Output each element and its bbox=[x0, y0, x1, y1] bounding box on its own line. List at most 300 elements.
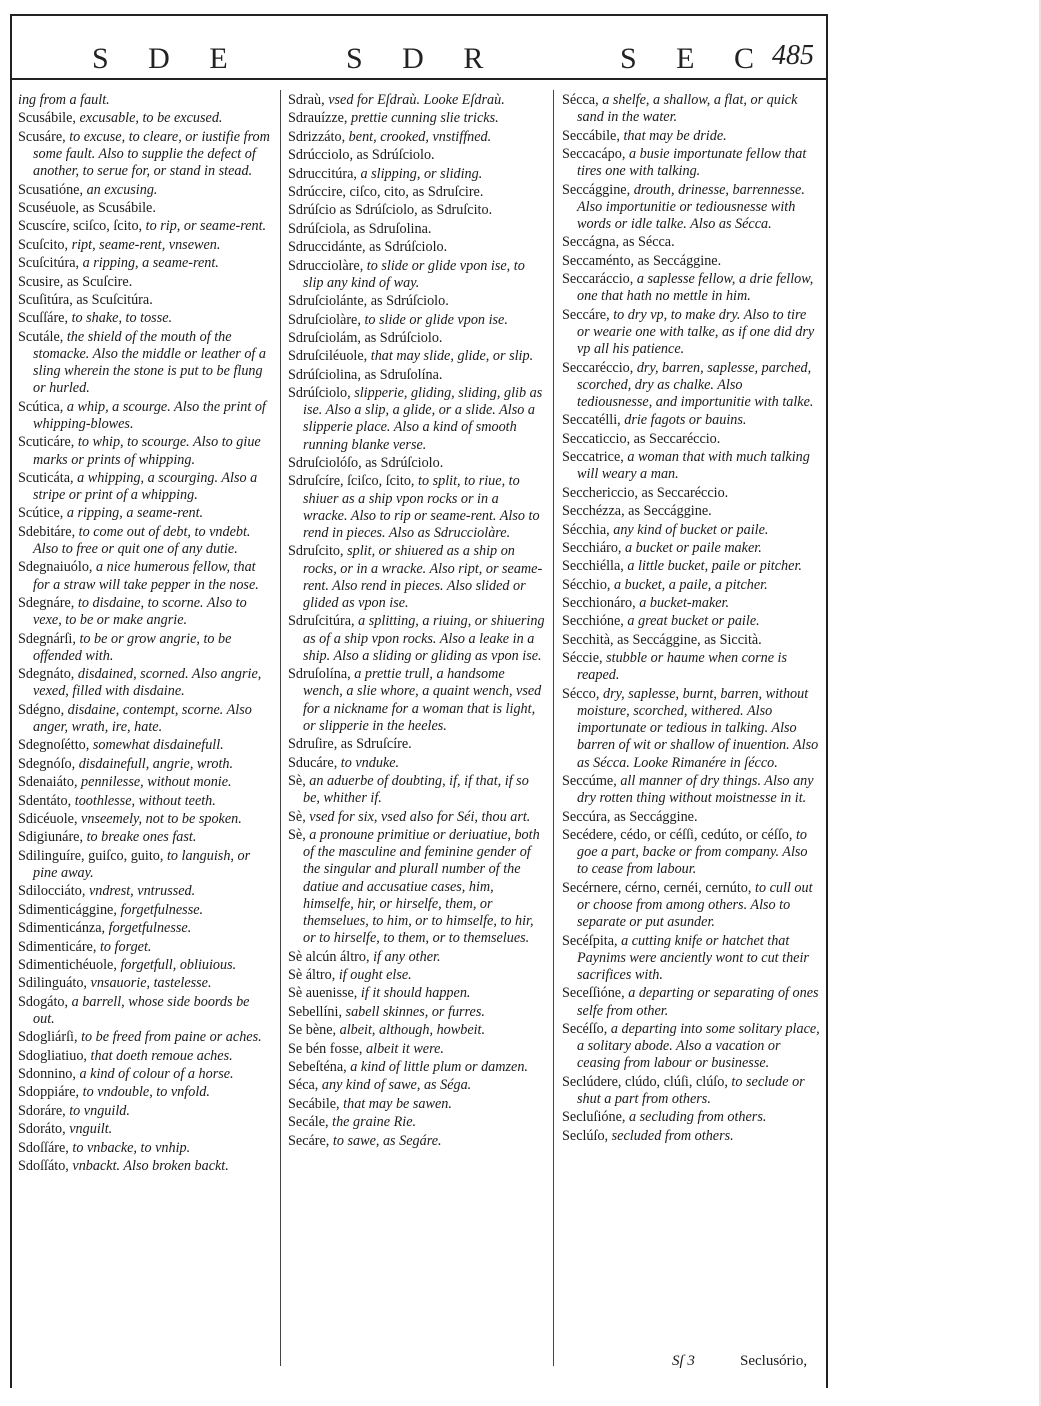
column-rule-2 bbox=[553, 90, 554, 1366]
dictionary-entry bbox=[18, 310, 273, 327]
dictionary-entry bbox=[288, 147, 546, 164]
entry-definition: to sawe, as Segáre. bbox=[329, 1132, 442, 1149]
entry-headword: Sdenaiáto, bbox=[18, 774, 78, 791]
entry-headword: Seccacápo, bbox=[562, 145, 626, 162]
entry-definition: excusable, to be excused. bbox=[75, 110, 223, 127]
entry-headword: Sdicéuole, bbox=[18, 811, 78, 827]
entry-definition: a whip, a scourge. Also the print of whipping-blowes. bbox=[33, 398, 266, 432]
dictionary-entry bbox=[562, 431, 820, 448]
entry-definition: to vnguild. bbox=[65, 1102, 130, 1119]
entry-headword: Sdruſolína, bbox=[288, 666, 351, 683]
dictionary-column-2 bbox=[288, 92, 546, 1151]
entry-headword: Secéſſo, bbox=[562, 1021, 608, 1037]
entry-definition: the graine Rie. bbox=[328, 1114, 417, 1131]
entry-headword: Se bén fosse, bbox=[288, 1040, 363, 1057]
dictionary-entry bbox=[562, 985, 820, 1019]
entry-headword: Sdimentichéuole, bbox=[18, 956, 117, 973]
dictionary-entry bbox=[288, 473, 546, 542]
entry-headword: Sdrúccire, ciſco, cito, as Sdruſcire. bbox=[288, 183, 484, 200]
entry-definition: a bucket, a paile, a pitcher. bbox=[610, 576, 768, 593]
dictionary-entry bbox=[562, 558, 820, 575]
dictionary-entry bbox=[562, 307, 820, 359]
running-head-left: S D E bbox=[92, 42, 244, 75]
dictionary-entry bbox=[288, 666, 546, 735]
dictionary-entry bbox=[562, 933, 820, 985]
entry-headword: Secchiáro, bbox=[562, 539, 622, 556]
dictionary-entry bbox=[18, 1066, 273, 1083]
dictionary-entry bbox=[288, 773, 546, 807]
entry-definition: albeit, although, howbeit. bbox=[336, 1022, 486, 1039]
entry-definition: to breake ones fast. bbox=[83, 829, 197, 846]
entry-definition: a whipping, a scourging. Also a stripe or print of a whipping. bbox=[33, 469, 258, 504]
dictionary-column-3 bbox=[562, 92, 820, 1146]
dictionary-entry bbox=[288, 312, 546, 329]
dictionary-entry bbox=[562, 880, 820, 932]
entry-headword: Sdebitáre, bbox=[18, 523, 76, 540]
dictionary-entry bbox=[18, 666, 273, 700]
entry-headword: Seccatrice, bbox=[562, 449, 624, 466]
entry-definition: to vndouble, to vnfold. bbox=[79, 1084, 210, 1101]
entry-headword: Sdoráre, bbox=[18, 1102, 66, 1119]
entry-definition: that may be sawen. bbox=[339, 1095, 452, 1112]
entry-headword: Sdruccidánte, as Sdrúſciolo. bbox=[288, 239, 448, 256]
entry-headword: Seccáre, bbox=[562, 306, 610, 323]
entry-definition: an aduerbe of doubting, if, if that, if so be, whither if. bbox=[303, 773, 529, 807]
entry-definition: to slide or glide vpon ise. bbox=[360, 311, 508, 328]
entry-definition: drie fagots or bauins. bbox=[620, 412, 747, 429]
entry-headword: Seccaréccio, bbox=[562, 359, 634, 376]
entry-definition: vsed for six, vsed also for Séi, thou art. bbox=[305, 808, 531, 825]
entry-headword: Secále, bbox=[288, 1114, 329, 1131]
entry-headword: Sè, bbox=[288, 773, 306, 790]
entry-headword: Seclúſo, bbox=[562, 1127, 609, 1144]
dictionary-entry bbox=[562, 271, 820, 305]
entry-definition: to forget. bbox=[96, 938, 152, 955]
dictionary-entry bbox=[288, 1114, 546, 1131]
entry-headword: Sdilinguáto, bbox=[18, 975, 87, 992]
entry-definition: if ought else. bbox=[335, 967, 412, 984]
entry-headword: Sdegnaiuólo, bbox=[18, 559, 93, 576]
column-rule-1 bbox=[280, 90, 281, 1366]
running-head-right: S E C bbox=[620, 42, 771, 75]
dictionary-entry bbox=[18, 920, 273, 937]
entry-definition: forgetfull, obliuious. bbox=[116, 956, 237, 973]
dictionary-entry bbox=[18, 559, 273, 593]
entry-definition: dry, saplesse, burnt, barren, without moisture, scorched, withered. Also importunate or tedious in talking. Also barren of wit or shallow of inuention. Also as Sécca. Looke Rimanére in ſécco. bbox=[577, 685, 819, 771]
dictionary-entry bbox=[18, 182, 273, 199]
entry-headword: Sdegnóſo, bbox=[18, 755, 76, 772]
dictionary-entry bbox=[288, 239, 546, 256]
entry-headword: Scuticáre, bbox=[18, 434, 75, 451]
entry-headword: Sdilinguíre, guiſco, guito, bbox=[18, 847, 164, 864]
dictionary-entry bbox=[18, 975, 273, 992]
signature-mark: Sſ 3 bbox=[672, 1353, 695, 1369]
dictionary-entry bbox=[18, 1048, 273, 1065]
dictionary-entry bbox=[288, 1096, 546, 1113]
dictionary-entry bbox=[18, 737, 273, 754]
entry-headword: Scutále, bbox=[18, 328, 64, 345]
entry-definition: a kind of colour of a horse. bbox=[75, 1066, 234, 1083]
dictionary-entry bbox=[562, 146, 820, 180]
dictionary-entry bbox=[288, 1022, 546, 1039]
entry-headword: Scuſcito, bbox=[18, 236, 69, 253]
entry-headword: Sdruſciolám, as Sdrúſciolo. bbox=[288, 329, 443, 346]
entry-definition: forgetfulnesse. bbox=[105, 920, 192, 937]
dictionary-entry bbox=[18, 200, 273, 217]
entry-headword: Sdruſciléuole, bbox=[288, 348, 368, 365]
entry-headword: Sdruſcíre, ſciſco, ſcito, bbox=[288, 473, 415, 490]
dictionary-entry bbox=[562, 360, 820, 412]
entry-definition: a bucket or paile maker. bbox=[621, 539, 762, 556]
dictionary-entry bbox=[562, 650, 820, 684]
dictionary-entry bbox=[562, 632, 820, 649]
entry-headword: Scusábile, bbox=[18, 110, 76, 127]
entry-definition: to slide or glide vpon ise, to slip any kind of way. bbox=[303, 257, 525, 291]
entry-headword: Scusáre, bbox=[18, 128, 66, 145]
entry-definition: vnseemely, not to be spoken. bbox=[77, 811, 242, 827]
entry-headword: Seccágna, as Sécca. bbox=[562, 234, 675, 251]
entry-definition: a secluding from others. bbox=[625, 1109, 767, 1126]
entry-headword: Sdruccitúra, bbox=[288, 165, 357, 182]
entry-headword: Scusatióne, bbox=[18, 181, 84, 198]
entry-definition: any kind of sawe, as Séga. bbox=[318, 1077, 472, 1094]
entry-headword: Secérnere, cérno, cernéi, cernúto, bbox=[562, 879, 752, 896]
entry-definition: prettie cunning slie tricks. bbox=[347, 110, 499, 127]
entry-headword: Sdoſſáre, bbox=[18, 1139, 69, 1156]
dictionary-entry bbox=[18, 1029, 273, 1046]
entry-headword: Sdoppiáre, bbox=[18, 1084, 80, 1101]
entry-headword: Seccábile, bbox=[562, 127, 620, 144]
entry-headword: Sdimenticánza, bbox=[18, 920, 106, 937]
dictionary-entry bbox=[18, 129, 273, 181]
entry-headword: Sdegnáto, bbox=[18, 666, 75, 683]
entry-headword: Scuscíre, sciſco, ſcito, bbox=[18, 218, 143, 235]
dictionary-entry bbox=[288, 1059, 546, 1076]
dictionary-entry bbox=[18, 110, 273, 127]
dictionary-entry bbox=[18, 434, 273, 468]
entry-headword: Secchionáro, bbox=[562, 595, 636, 612]
entry-headword: Sdegnoſétto, bbox=[18, 737, 90, 754]
entry-headword: Sdimenticággine, bbox=[18, 901, 117, 918]
entry-definition: split, or shiuered as a ship on rocks, or in a wracke. Also ript, or seame-rent. Also rend in pieces. Also slided or glided as vpon ise. bbox=[303, 543, 543, 612]
entry-definition: a departing into some solitary place, a solitary abode. Also a vacation or ceasing from labour or businesse. bbox=[577, 1021, 820, 1072]
entry-headword: Scuſcitúra, bbox=[18, 255, 80, 272]
entry-definition: a shelfe, a shallow, a flat, or quick sand in the water. bbox=[577, 92, 798, 126]
entry-definition: sabell skinnes, or furres. bbox=[342, 1003, 485, 1020]
entry-headword: Seclúdere, clúdo, clúſi, clúſo, bbox=[562, 1073, 728, 1090]
dictionary-entry bbox=[288, 1041, 546, 1058]
entry-headword: Scuſitúra, as Scuſcitúra. bbox=[18, 291, 153, 308]
dictionary-entry bbox=[288, 967, 546, 984]
entry-definition: a ripping, a seame-rent. bbox=[63, 505, 204, 522]
dictionary-entry bbox=[562, 827, 820, 879]
entry-definition: to vnbacke, to vnhip. bbox=[68, 1139, 191, 1156]
running-head-middle: S D R bbox=[346, 42, 500, 75]
entry-definition: to seclude or shut a part from others. bbox=[577, 1073, 805, 1107]
dictionary-entry bbox=[288, 221, 546, 238]
dictionary-entry bbox=[562, 92, 820, 126]
entry-headword: Seccaménto, as Seccággine. bbox=[562, 252, 722, 269]
entry-definition: any kind of bucket or paile. bbox=[609, 521, 769, 538]
entry-headword: Sdrauízze, bbox=[288, 110, 348, 127]
dictionary-entry bbox=[288, 166, 546, 183]
entry-definition: drouth, drinesse, barrennesse. Also importunitie or tediousnesse with words or idle talke. Also as Sécca. bbox=[577, 181, 805, 232]
dictionary-entry bbox=[288, 1077, 546, 1094]
entry-headword: Séca, bbox=[288, 1077, 319, 1094]
entry-definition: that may slide, glide, or slip. bbox=[367, 348, 534, 365]
entry-headword: Sdrúſcio as Sdrúſciolo, as Sdruſcito. bbox=[288, 202, 493, 219]
dictionary-entry bbox=[288, 184, 546, 201]
entry-definition: vndrest, vntrussed. bbox=[85, 883, 196, 900]
dictionary-entry bbox=[288, 827, 546, 947]
dictionary-entry bbox=[562, 613, 820, 630]
entry-definition: vsed for Eſdraù. Looke Eſdraù. bbox=[324, 92, 505, 108]
dictionary-entry bbox=[562, 128, 820, 145]
entry-definition: a little bucket, paile or pitcher. bbox=[623, 558, 802, 575]
entry-headword: Scuséuole, as Scusábile. bbox=[18, 199, 156, 216]
entry-headword: Secchézza, as Seccággine. bbox=[562, 503, 712, 520]
entry-headword: Sdraù, bbox=[288, 92, 325, 108]
dictionary-entry bbox=[562, 449, 820, 483]
entry-headword: Seceſſióne, bbox=[562, 985, 625, 1002]
header-rule bbox=[10, 78, 828, 80]
dictionary-entry bbox=[288, 1133, 546, 1150]
entry-definition: stubble or haume when corne is reaped. bbox=[577, 650, 787, 684]
dictionary-entry bbox=[562, 485, 820, 502]
dictionary-entry bbox=[18, 595, 273, 629]
dictionary-entry bbox=[562, 522, 820, 539]
entry-definition: a slipping, or sliding. bbox=[356, 165, 483, 182]
dictionary-entry bbox=[18, 883, 273, 900]
dictionary-entry bbox=[18, 756, 273, 773]
entry-definition: to languish, or pine away. bbox=[33, 847, 251, 881]
entry-headword: Sdrúſciolo, bbox=[288, 385, 351, 402]
entry-definition: a pronoune primitiue or deriuatiue, both of the masculine and feminine gender of the singular and plurall number of the datiue and accusatiue cases, him, himselfe, hir, or hirselfe, them, or themselues, to him, or to himselfe, to hir, or to hirselfe, to them, or to themselues. bbox=[303, 827, 540, 947]
entry-definition: if any other. bbox=[369, 948, 441, 965]
dictionary-entry bbox=[18, 92, 273, 109]
dictionary-entry bbox=[288, 367, 546, 384]
dictionary-entry bbox=[18, 848, 273, 882]
entry-headword: Sè áltro, bbox=[288, 967, 336, 984]
entry-definition: to shake, to tosse. bbox=[68, 310, 173, 327]
entry-headword: Scútice, bbox=[18, 505, 64, 522]
entry-headword: Sdrúſciola, as Sdruſolina. bbox=[288, 220, 432, 237]
dictionary-entry bbox=[562, 1021, 820, 1073]
dictionary-entry bbox=[18, 255, 273, 272]
entry-headword: Sdruſciolánte, as Sdrúſciolo. bbox=[288, 293, 449, 310]
dictionary-entry bbox=[562, 253, 820, 270]
entry-headword: Sdoráto, bbox=[18, 1121, 66, 1138]
dictionary-entry bbox=[562, 412, 820, 429]
entry-headword: Seccúra, as Seccággine. bbox=[562, 808, 698, 825]
entry-definition: an excusing. bbox=[83, 181, 158, 198]
entry-headword: Sdilocciáto, bbox=[18, 883, 86, 900]
entry-definition: disdainefull, angrie, wroth. bbox=[75, 755, 234, 772]
dictionary-entry bbox=[288, 293, 546, 310]
entry-headword: Sdruſire, as Sdruſcíre. bbox=[288, 736, 412, 753]
entry-definition: to disdaine, to scorne. Also to vexe, to be or make angrie. bbox=[33, 595, 247, 629]
dictionary-entry bbox=[18, 1121, 273, 1138]
entry-definition: that may be dride. bbox=[619, 127, 727, 144]
dictionary-entry bbox=[562, 1109, 820, 1126]
dictionary-entry bbox=[18, 399, 273, 433]
dictionary-entry bbox=[288, 92, 546, 109]
dictionary-entry bbox=[562, 1074, 820, 1108]
entry-definition: secluded from others. bbox=[608, 1127, 734, 1144]
entry-definition: bent, crooked, vnstiffned. bbox=[345, 128, 492, 145]
dictionary-entry bbox=[18, 237, 273, 254]
dictionary-entry bbox=[288, 543, 546, 612]
entry-headword: Sdruſcito, bbox=[288, 543, 344, 560]
dictionary-entry bbox=[288, 202, 546, 219]
dictionary-entry bbox=[288, 455, 546, 472]
dictionary-entry bbox=[18, 1158, 273, 1175]
entry-headword: Sdogáto, bbox=[18, 993, 69, 1010]
entry-definition: albeit it were. bbox=[362, 1040, 444, 1057]
entry-headword: Sdimenticáre, bbox=[18, 938, 97, 955]
entry-definition: a saplesse fellow, a drie fellow, one that hath no mettle in him. bbox=[577, 271, 814, 305]
entry-definition: a great bucket or paile. bbox=[623, 613, 760, 630]
entry-definition: disdaine, contempt, scorne. Also anger, wrath, ire, hate. bbox=[33, 701, 252, 736]
entry-headword: Secábile, bbox=[288, 1095, 340, 1112]
dictionary-entry bbox=[18, 702, 273, 736]
entry-headword: Seccatélli, bbox=[562, 412, 621, 429]
dictionary-entry bbox=[562, 182, 820, 234]
dictionary-entry bbox=[18, 811, 273, 828]
dictionary-entry bbox=[18, 1084, 273, 1101]
entry-headword: Séccie, bbox=[562, 650, 603, 667]
entry-headword: Sdentáto, bbox=[18, 792, 72, 809]
catchword: Seclusório, bbox=[740, 1353, 808, 1369]
entry-headword: Secchiélla, bbox=[562, 558, 624, 575]
entry-headword: Sè, bbox=[288, 808, 306, 825]
dictionary-entry bbox=[18, 793, 273, 810]
dictionary-entry bbox=[18, 218, 273, 235]
entry-definition: to be freed from paine or aches. bbox=[77, 1029, 262, 1046]
entry-headword: Seccúme, bbox=[562, 773, 617, 790]
entry-definition: pennilesse, without monie. bbox=[77, 774, 232, 791]
entry-definition: a woman that with much talking will weary a man. bbox=[577, 449, 810, 483]
entry-headword: Secchióne, bbox=[562, 613, 624, 630]
entry-headword: Sdonnino, bbox=[18, 1066, 76, 1083]
dictionary-entry bbox=[288, 985, 546, 1002]
dictionary-entry bbox=[18, 524, 273, 558]
entry-headword: Sè auenisse, bbox=[288, 985, 358, 1002]
dictionary-entry bbox=[18, 329, 273, 398]
entry-definition: disdained, scorned. Also angrie, vexed, filled with disdaine. bbox=[33, 666, 262, 700]
entry-definition: somewhat disdainefull. bbox=[89, 737, 224, 754]
dictionary-entry bbox=[18, 939, 273, 956]
entry-definition: to come out of debt, to vndebt. Also to free or quit one of any dutie. bbox=[33, 523, 251, 558]
dictionary-entry bbox=[562, 809, 820, 826]
entry-definition: a ripping, a seame-rent. bbox=[79, 255, 219, 272]
entry-headword: Sdogliárſi, bbox=[18, 1029, 78, 1046]
dictionary-entry bbox=[288, 809, 546, 826]
entry-definition: a splitting, a riuing, or shiuering as of a ship vpon rocks. Also a leake in a ship. Also a sliding or gliding as vpon ise. bbox=[303, 613, 545, 664]
page-number: 485 bbox=[772, 40, 814, 71]
entry-headword: Secéſpita, bbox=[562, 932, 618, 949]
entry-headword: Sè alcún áltro, bbox=[288, 948, 370, 965]
entry-headword: Sécchia, bbox=[562, 521, 610, 538]
entry-headword: Seccággine, bbox=[562, 181, 631, 198]
entry-definition: to whip, to scourge. Also to giue marks or prints of whipping. bbox=[33, 434, 261, 468]
entry-headword: Secáre, bbox=[288, 1132, 330, 1149]
entry-definition: toothlesse, without teeth. bbox=[71, 792, 216, 809]
entry-headword: Secédere, cédo, or céſſi, cedúto, or céſſo, bbox=[562, 827, 793, 844]
entry-headword: Sdruſciolàre, bbox=[288, 311, 361, 328]
dictionary-entry bbox=[562, 577, 820, 594]
entry-definition: to dry vp, to make dry. Also to tire or wearie one with talke, as if one did dry vp all his patience. bbox=[577, 306, 815, 358]
entry-definition: a kind of little plum or damzen. bbox=[346, 1058, 528, 1075]
entry-headword: Sdégno, bbox=[18, 701, 65, 718]
entry-definition: vnguilt. bbox=[65, 1121, 113, 1138]
entry-headword: Sdruſcitúra, bbox=[288, 613, 355, 630]
entry-definition: to split, to riue, to shiuer as a ship vpon rocks or in a wracke. Also to rip or seame-rent. Also to rend in pieces. Also as Sdrucciolàre. bbox=[303, 473, 540, 542]
entry-headword: Scuticáta, bbox=[18, 469, 74, 486]
entry-headword: Sdrúſciolina, as Sdruſolína. bbox=[288, 366, 443, 383]
entry-headword: Sducáre, bbox=[288, 754, 338, 771]
entry-headword: Secluſióne, bbox=[562, 1109, 626, 1126]
dictionary-entry bbox=[18, 274, 273, 291]
dictionary-entry bbox=[288, 949, 546, 966]
entry-headword: Secchericcio, as Seccaréccio. bbox=[562, 484, 729, 501]
dictionary-entry bbox=[562, 234, 820, 251]
entry-headword: Scuſſáre, bbox=[18, 310, 69, 327]
dictionary-entry bbox=[288, 755, 546, 772]
entry-definition: to rip, or seame-rent. bbox=[142, 218, 267, 235]
entry-headword: Sdrizzáto, bbox=[288, 128, 346, 145]
entry-definition: a departing or separating of ones selfe from other. bbox=[577, 985, 819, 1019]
entry-headword: Sdigiunáre, bbox=[18, 829, 84, 846]
entry-definition: a busie importunate fellow that tires one with talking. bbox=[577, 145, 807, 180]
entry-definition: vnsauorie, tastelesse. bbox=[86, 975, 212, 992]
entry-definition: to vnduke. bbox=[337, 754, 400, 771]
entry-definition: slipperie, gliding, sliding, glib as ise. Also a slip, a glide, or a slide. Also a slipperie place. Also a kind of smooth running blanke verse. bbox=[303, 385, 543, 453]
entry-headword: Sdogliatiuo, bbox=[18, 1047, 87, 1064]
entry-definition: ing from a fault. bbox=[18, 92, 110, 108]
entry-definition: all manner of dry things. Also any dry rotten thing without moistnesse in it. bbox=[577, 773, 814, 807]
dictionary-entry bbox=[18, 1103, 273, 1120]
entry-headword: Sdegnáre, bbox=[18, 595, 75, 612]
entry-headword: Sécchio, bbox=[562, 576, 611, 593]
entry-definition: vnbackt. Also broken backt. bbox=[68, 1158, 229, 1175]
entry-definition: a barrell, whose side boords be out. bbox=[33, 993, 250, 1027]
entry-definition: dry, barren, saplesse, parched, scorched, dry as chalke. Also tediousnesse, and importunitie with talke. bbox=[577, 359, 814, 410]
entry-definition: to cull out or choose from among others. Also to separate or put asunder. bbox=[577, 879, 813, 931]
entry-definition: the shield of the mouth of the stomacke. Also the middle or leather of a sling wherein the stone is put to be flung or hurled. bbox=[33, 328, 267, 397]
dictionary-entry bbox=[18, 957, 273, 974]
entry-definition: a cutting knife or hatchet that Paynims were anciently wont to cut their sacrifices with. bbox=[577, 932, 809, 984]
entry-definition: to excuse, to cleare, or iustifie from some fault. Also to supplie the defect of another, to serue for, or stand in stead. bbox=[33, 128, 270, 180]
entry-headword: Sécca, bbox=[562, 92, 599, 108]
dictionary-entry bbox=[18, 994, 273, 1028]
dictionary-entry bbox=[562, 540, 820, 557]
entry-headword: Scusire, as Scuſcire. bbox=[18, 273, 133, 290]
dictionary-entry bbox=[18, 470, 273, 504]
dictionary-entry bbox=[562, 686, 820, 772]
dictionary-entry bbox=[18, 631, 273, 665]
dictionary-entry bbox=[288, 110, 546, 127]
dictionary-entry bbox=[288, 385, 546, 454]
entry-definition: a bucket-maker. bbox=[635, 595, 730, 612]
dictionary-entry bbox=[18, 505, 273, 522]
dictionary-entry bbox=[562, 773, 820, 807]
entry-definition: ript, seame-rent, vnsewen. bbox=[68, 236, 221, 253]
entry-definition: that doeth remoue aches. bbox=[86, 1047, 233, 1064]
dictionary-entry bbox=[288, 613, 546, 665]
dictionary-entry bbox=[18, 902, 273, 919]
dictionary-entry bbox=[562, 1128, 820, 1145]
